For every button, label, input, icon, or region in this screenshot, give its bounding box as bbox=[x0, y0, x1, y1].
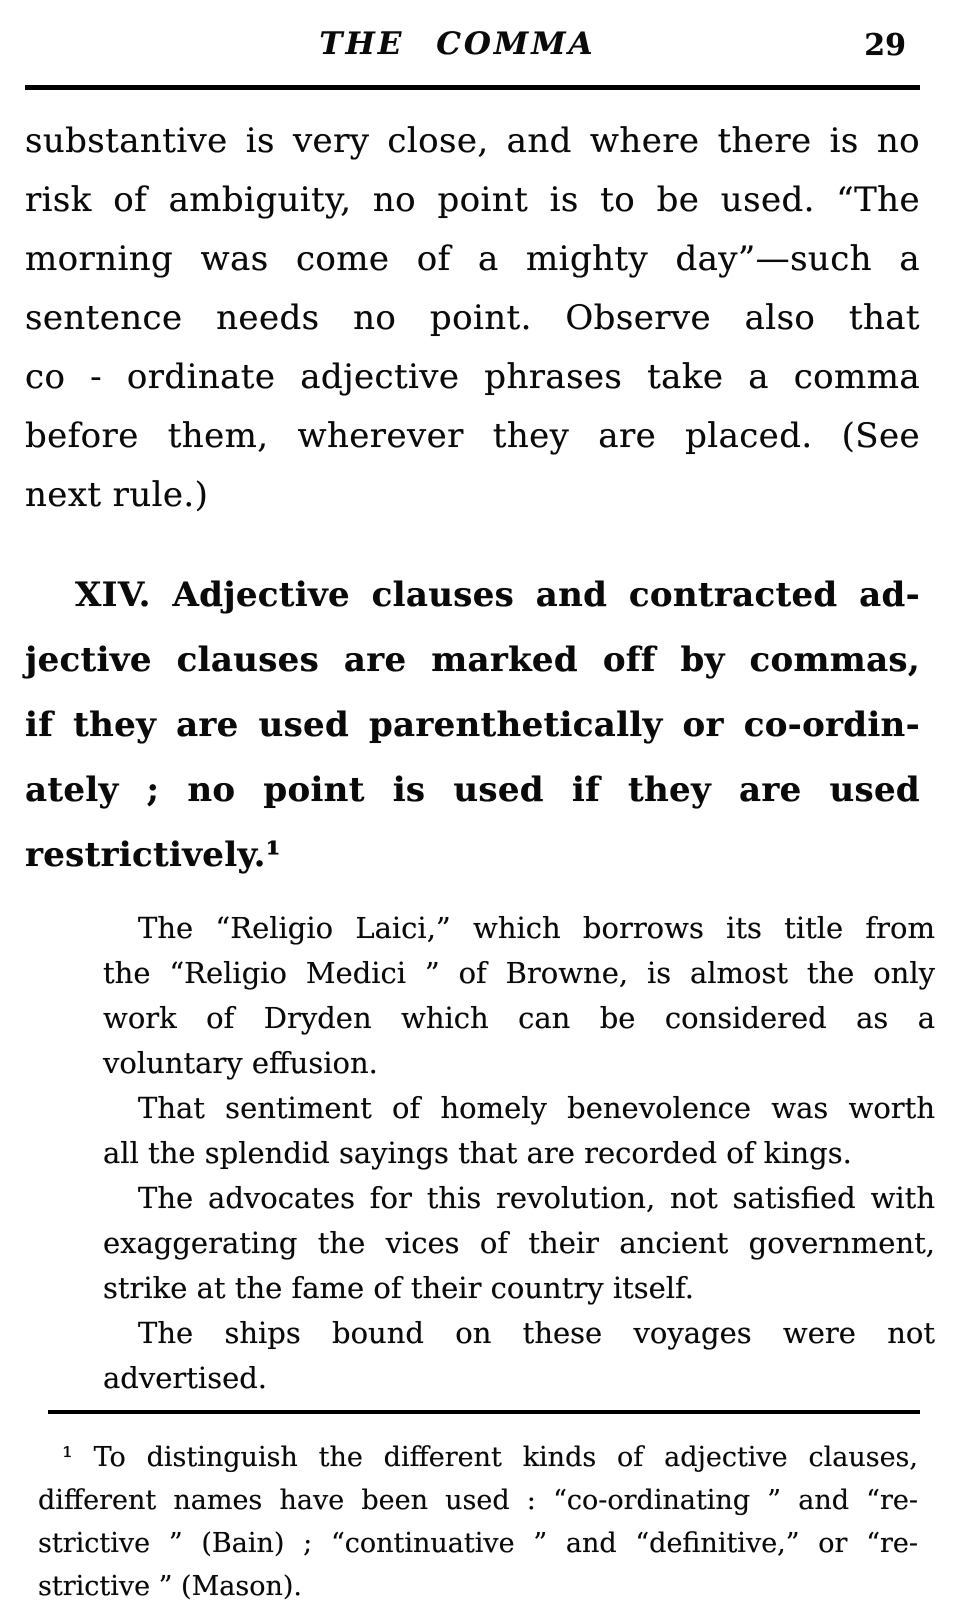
text-line: substantive is very close, and where there is no bbox=[25, 121, 920, 161]
text-line: The advocates for this revolution, not satisfied with bbox=[138, 1181, 935, 1215]
footnote-rule bbox=[48, 1410, 920, 1414]
example-paragraph bbox=[103, 1311, 935, 1401]
running-head: THE COMMA bbox=[319, 26, 596, 62]
example-paragraph bbox=[103, 1176, 935, 1311]
rule-xiv-paragraph bbox=[25, 563, 920, 888]
text-line: co - ordinate adjective phrases take a comma bbox=[25, 357, 920, 397]
text-line: morning was come of a mighty day”—such a bbox=[25, 239, 920, 279]
footnote-line: ¹ To distinguish the different kinds of adjective clauses, bbox=[62, 1442, 918, 1473]
text-line: advertised. bbox=[103, 1361, 268, 1395]
text-line: before them, wherever they are placed. (See bbox=[25, 416, 920, 456]
footnote bbox=[38, 1436, 918, 1608]
text-line: The “Religio Laici,” which borrows its title from bbox=[138, 911, 935, 945]
example-paragraph bbox=[103, 906, 935, 1086]
footnote-line: strictive ” (Bain) ; “continuative ” and “definitive,” or “re- bbox=[38, 1528, 918, 1559]
text-line: exaggerating the vices of their ancient government, bbox=[103, 1226, 935, 1260]
text-line: work of Dryden which can be considered as a bbox=[103, 1001, 935, 1035]
text-line: XIV. Adjective clauses and contracted ad- bbox=[75, 575, 920, 615]
text-line: strike at the fame of their country itself. bbox=[103, 1271, 695, 1305]
header-rule bbox=[25, 85, 920, 90]
text-line: ately ; no point is used if they are used bbox=[25, 770, 920, 810]
text-line: if they are used parenthetically or co-ordin- bbox=[25, 705, 920, 745]
text-line: all the splendid sayings that are recorded of kings. bbox=[103, 1136, 852, 1170]
text-line: risk of ambiguity, no point is to be used. “The bbox=[25, 180, 920, 220]
text-line: The ships bound on these voyages were not bbox=[138, 1316, 935, 1350]
body-paragraph bbox=[25, 112, 920, 525]
text-line: the “Religio Medici ” of Browne, is almost the only bbox=[103, 956, 935, 990]
text-line: sentence needs no point. Observe also that bbox=[25, 298, 920, 338]
text-line: jective clauses are marked off by commas, bbox=[25, 640, 920, 680]
footnote-line: different names have been used : “co-ordinating ” and “re- bbox=[38, 1485, 918, 1516]
text-line: That sentiment of homely benevolence was worth bbox=[138, 1091, 935, 1125]
page-header bbox=[25, 26, 920, 64]
example-paragraph bbox=[103, 1086, 935, 1176]
text-line: restrictively.¹ bbox=[25, 835, 281, 875]
examples-block bbox=[103, 906, 935, 1401]
text-line: voluntary effusion. bbox=[103, 1046, 378, 1080]
text-line: next rule.) bbox=[25, 475, 209, 515]
footnote-line: strictive ” (Mason). bbox=[38, 1571, 302, 1602]
page-number: 29 bbox=[864, 28, 906, 63]
